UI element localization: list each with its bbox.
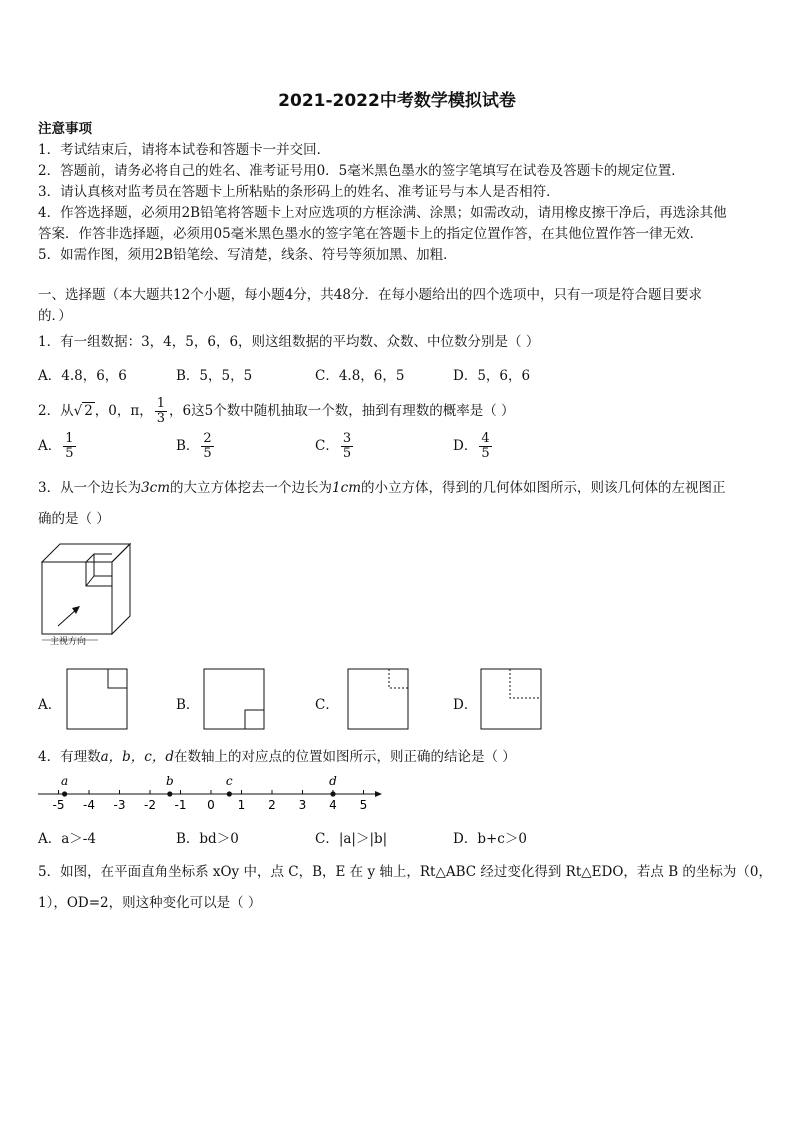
q2-option-a-den: 5	[65, 446, 74, 461]
tick-label: -4	[83, 798, 95, 812]
point-d	[330, 791, 335, 796]
cutout-depth-edge	[86, 576, 94, 586]
notice-item-4: 4．作答选择题，必须用2B铅笔将答题卡上对应选项的方框涂满、涂黑；如需改动，请用橡皮擦干净后，再选涂其他	[38, 205, 727, 221]
q2-option-d-frac	[479, 432, 491, 461]
q1-option-c: C．4.8，6，5	[315, 368, 405, 384]
q3-stem-part-2: 的大立方体挖去一个边长为	[170, 480, 333, 496]
q2-option-b-letter: B．	[176, 438, 200, 454]
notice-item-2: 2．答题前，请务必将自己的姓名、准考证号用0．5毫米黑色墨水的签字笔填写在试卷及答题卡的规定位置．	[38, 163, 685, 179]
q4-stem-part-2: 在数轴上的对应点的位置如图所示，则正确的结论是（ ）	[174, 749, 516, 765]
cube-top-face	[42, 544, 130, 562]
q5-stem: 5．如图，在平面直角坐标系 xOy 中，点 C，B，E 在 y 轴上，Rt△ABC 经过变化得到 Rt△EDO，若点 B 的坐标为（0，	[38, 864, 772, 880]
point-label-a: a	[61, 774, 69, 788]
cutout-back-top	[86, 554, 112, 562]
tick-label: -2	[144, 798, 156, 812]
option-a-inner-corner	[108, 669, 127, 688]
tick-label: 3	[298, 798, 307, 812]
option-b-square	[204, 669, 264, 729]
q3-figure-caption: 主视方向	[50, 637, 87, 647]
q2-option-b-den: 5	[203, 446, 212, 461]
notice-item-5: 5．如需作图，须用2B铅笔绘、写清楚，线条、符号等须加黑、加粗．	[38, 247, 457, 263]
q2-option-c-letter: C．	[315, 438, 339, 454]
q4-option-d: D．b+c＞0	[453, 831, 527, 847]
q2-option-d-letter: D．	[453, 438, 478, 454]
tick-label: -1	[174, 798, 187, 812]
q3-option-b-figure	[203, 668, 265, 730]
q1-option-a: A．4.8，6，6	[38, 368, 127, 384]
q1-option-b: B．5，5，5	[176, 368, 253, 384]
section-1-heading: 一、选择题（本大题共12个小题，每小题4分，共48分．在每小题给出的四个选项中，只有一项是符合题目要求	[38, 287, 702, 303]
number-line-ticks	[53, 790, 368, 812]
q2-option-d	[453, 432, 494, 461]
q3-stem-part-3: 的小立方体，得到的几何体如图所示，则该几何体的左视图正	[361, 480, 726, 496]
q3-option-c: C．	[315, 697, 339, 713]
q4-stem-part-1: 4．有理数	[38, 749, 101, 765]
point-b	[167, 791, 172, 796]
option-b-inner-corner	[245, 710, 264, 729]
q2-frac-den: 3	[156, 411, 166, 426]
option-d-hidden-corner	[510, 669, 541, 698]
q3-option-c-figure	[347, 668, 409, 730]
notice-item-4-cont: 答案．作答非选择题，必须用05毫米黑色墨水的签字笔在答题卡上的指定位置作答，在其他位置作答一律无效．	[38, 226, 704, 242]
q2-prefix: 2．从	[38, 403, 74, 419]
option-d-square	[481, 669, 541, 729]
q2-fraction	[155, 397, 167, 426]
number-line-arrow	[375, 791, 382, 797]
q2-option-b	[176, 432, 216, 461]
cutout-front-edge	[86, 562, 112, 586]
option-c-hidden-corner	[389, 669, 408, 688]
q2-suffix: ，6这5个数中随机抽取一个数，抽到有理数的概率是（ ）	[169, 403, 515, 419]
tick-label: 2	[268, 798, 276, 812]
q2-stem	[38, 396, 515, 426]
q3-stem-part-1: 3．从一个边长为	[38, 480, 142, 496]
q3-option-a: A．	[38, 697, 62, 713]
cube-front-face	[42, 562, 112, 634]
q2-option-d-num: 4	[481, 431, 490, 446]
q2-option-a-letter: A．	[38, 438, 62, 454]
page-title: 2021-2022中考数学模拟试卷	[278, 91, 516, 111]
sqrt-symbol: √ 2	[73, 403, 93, 419]
q3-stem	[38, 479, 726, 497]
tick-label: 4	[329, 798, 337, 812]
option-a-square	[67, 669, 127, 729]
q2-option-c-frac	[341, 432, 353, 461]
q2-option-a	[38, 432, 78, 461]
tick-label: -3	[113, 798, 126, 812]
q3-cube-figure	[38, 540, 138, 648]
q2-mid: ，0，π，	[94, 403, 153, 419]
q3-value-small: 1cm	[332, 480, 361, 496]
q4-option-b: B．bd＞0	[176, 831, 239, 847]
number-line-points	[61, 774, 337, 797]
option-c-square	[348, 669, 408, 729]
notice-item-1: 1．考试结束后，请将本试卷和答题卡一并交回．	[38, 142, 331, 158]
tick-label: 5	[359, 798, 368, 812]
q2-option-a-num: 1	[65, 431, 74, 446]
q2-option-b-frac	[201, 432, 213, 461]
q2-option-c-den: 5	[342, 446, 352, 461]
q2-option-b-num: 2	[203, 431, 212, 446]
point-c	[227, 791, 232, 796]
point-label-c: c	[225, 774, 233, 788]
q1-option-d: D．5，6，6	[453, 368, 531, 384]
q3-option-d-figure	[480, 668, 542, 730]
q3-stem-cont: 确的是（ ）	[38, 511, 110, 527]
q2-option-a-frac	[63, 432, 75, 461]
q4-option-c: C．|a|＞|b|	[315, 831, 388, 847]
q3-option-a-figure	[66, 668, 128, 730]
point-label-d: d	[329, 774, 337, 788]
notice-heading: 注意事项	[38, 121, 92, 137]
section-1-heading-cont: 的．）	[38, 308, 72, 324]
q4-variables: a，b，c，d	[100, 749, 174, 765]
tick-label: 1	[237, 798, 246, 812]
point-a	[62, 791, 67, 796]
q4-option-a: A．a＞-4	[38, 831, 96, 847]
q4-stem	[38, 748, 516, 766]
q2-option-d-den: 5	[481, 446, 490, 461]
q2-sqrt-arg: 2	[84, 403, 93, 419]
q2-option-c-num: 3	[342, 431, 352, 446]
q2-option-c	[315, 432, 355, 461]
q3-option-d: D．	[453, 697, 478, 713]
q3-value-big: 3cm	[141, 480, 171, 496]
point-label-b: b	[165, 774, 174, 788]
q5-stem-cont: 1），OD=2，则这种变化可以是（ ）	[38, 895, 262, 911]
cube-right-face	[112, 544, 130, 634]
tick-label: 0	[207, 798, 215, 812]
q4-number-line	[36, 770, 386, 812]
tick-label: -5	[52, 798, 65, 812]
q2-frac-num: 1	[156, 396, 166, 411]
q1-stem: 1．有一组数据：3，4，5，6，6，则这组数据的平均数、众数、中位数分别是（ ）	[38, 334, 540, 350]
notice-item-3: 3．请认真核对监考员在答题卡上所粘贴的条形码上的姓名、准考证号与本人是否相符．	[38, 184, 560, 200]
q3-option-b: B．	[176, 697, 200, 713]
